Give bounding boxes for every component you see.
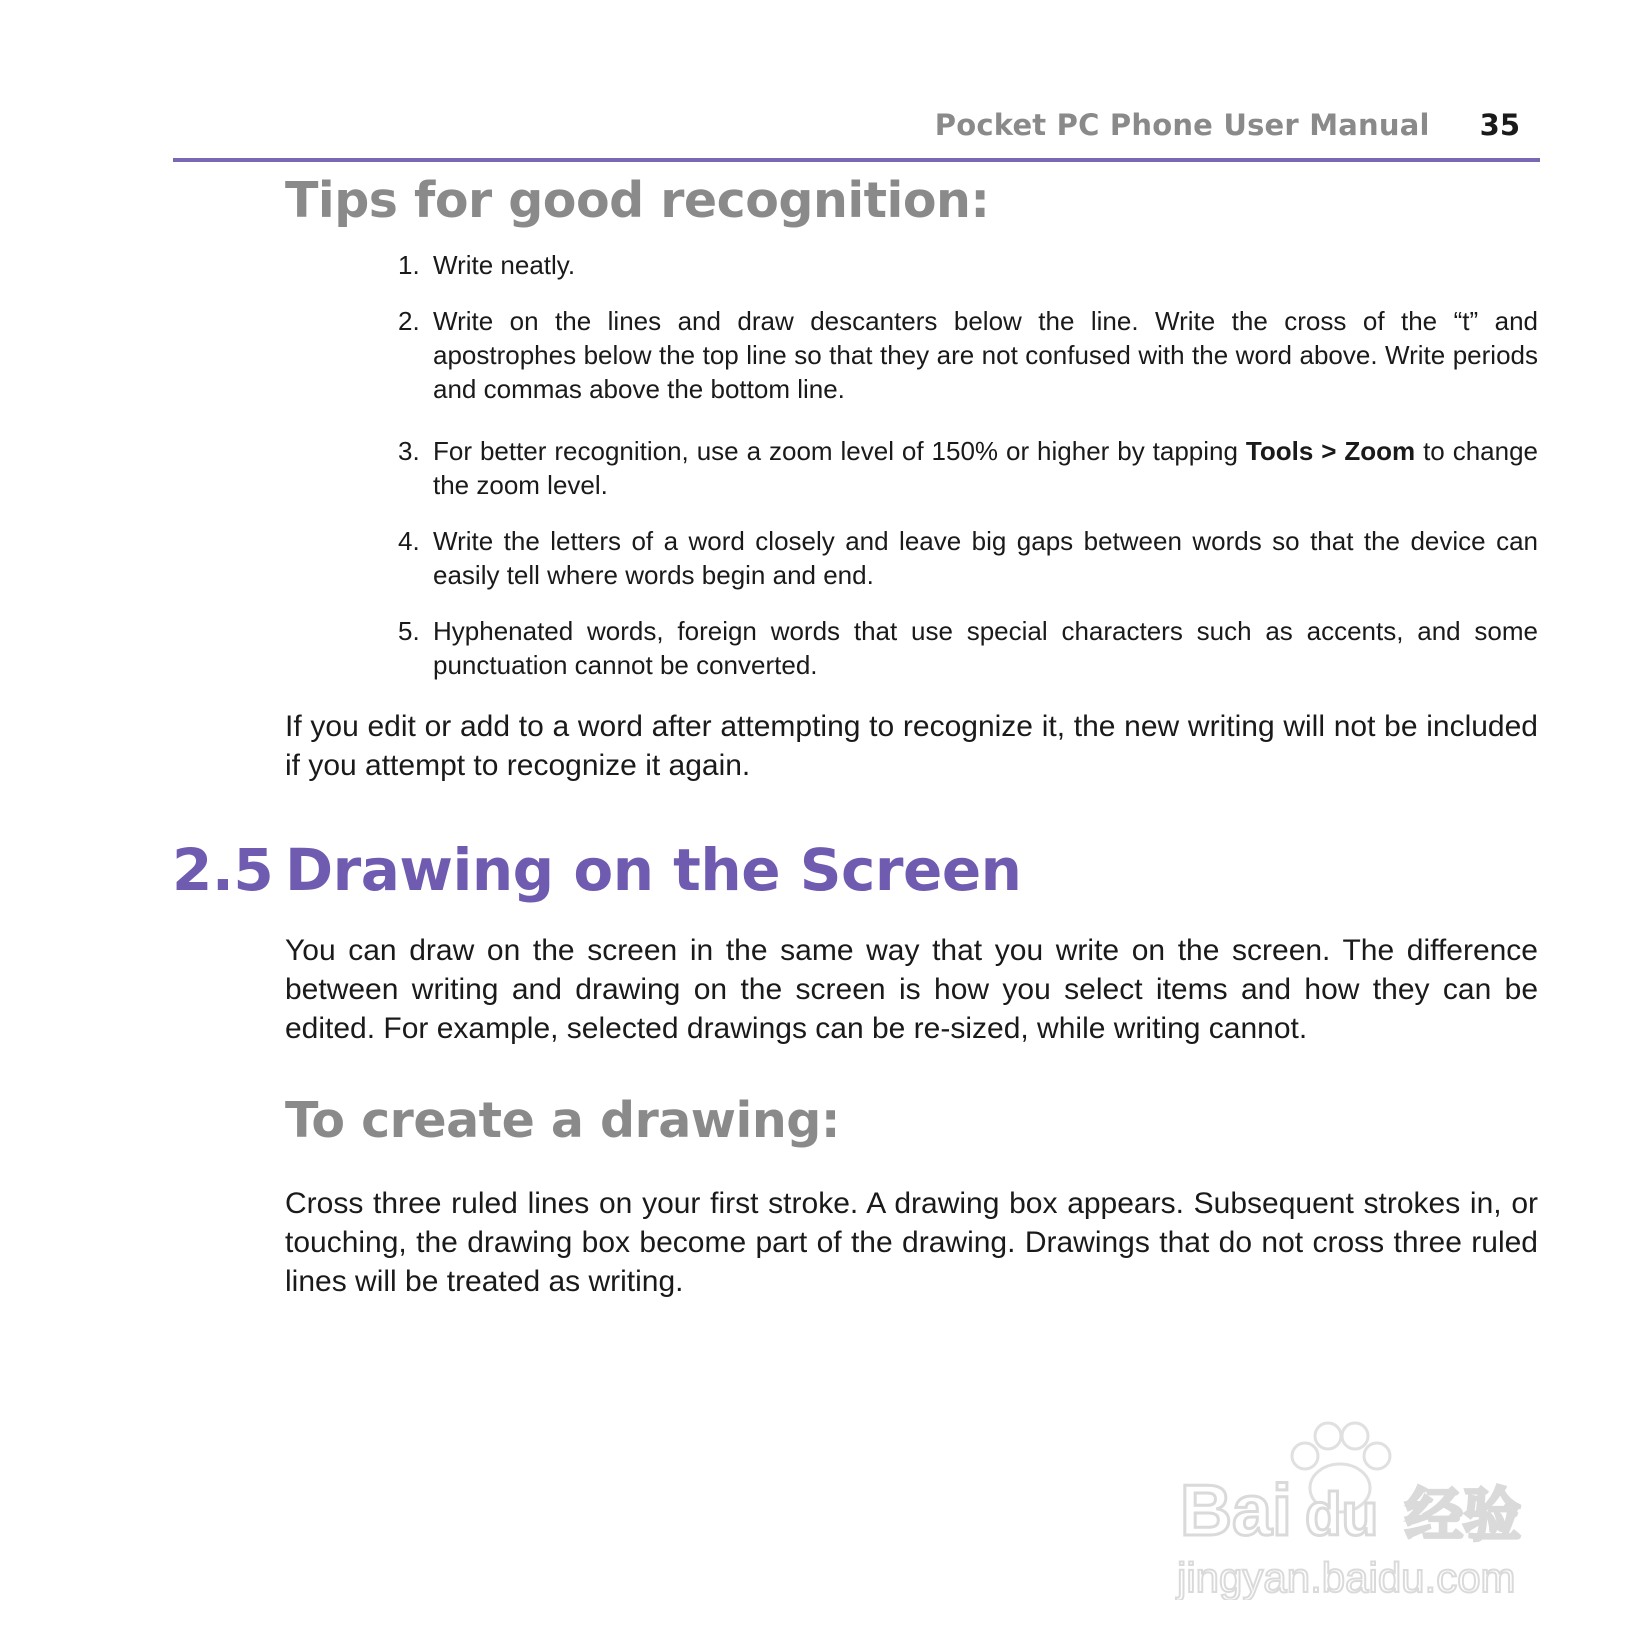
svg-text:经验: 经验	[1405, 1481, 1522, 1549]
list-item	[398, 524, 1538, 592]
list-number: 4.	[398, 526, 420, 556]
section-heading	[172, 836, 1021, 904]
list-text-after: to change the zoom level.	[433, 436, 1539, 500]
section-title: Drawing on the Screen	[285, 836, 1022, 904]
svg-text:jingyan.baidu.com: jingyan.baidu.com	[1177, 1554, 1516, 1600]
page-header	[173, 108, 1540, 142]
list-item	[398, 248, 1538, 282]
list-text-before: For better recognition, use a zoom level of 150% or higher by tapping	[433, 436, 1246, 466]
list-item	[398, 614, 1538, 682]
section-intro: You can draw on the screen in the same way that you write on the screen. The difference between writing and drawing on the screen is how you select items and how they can be edited. For example, selected drawings can be re-sized, while writing cannot.	[285, 934, 1538, 1045]
ui-term-tools-zoom: Tools > Zoom	[1245, 436, 1416, 466]
tips-heading: Tips for good recognition:	[285, 172, 990, 229]
svg-text:du: du	[1305, 1481, 1379, 1548]
create-drawing-text: Cross three ruled lines on your first stroke. A drawing box appears. Subsequent strokes in, or touching, the drawing box become part of the drawing. Drawings that do not cross three ruled lines will be treated as writing.	[285, 1187, 1538, 1298]
page-number: 35	[1479, 108, 1520, 142]
section-number: 2.5	[172, 836, 274, 904]
list-item	[398, 434, 1538, 502]
list-text	[433, 434, 1538, 502]
list-item	[398, 304, 1538, 406]
recognize-note: If you edit or add to a word after attempting to recognize it, the new writing will not be included if you attempt to recognize it again.	[285, 710, 1538, 782]
svg-text:Bai: Bai	[1180, 1471, 1293, 1551]
list-text: Hyphenated words, foreign words that use special characters such as accents, and some punctuation cannot be converted.	[433, 616, 1538, 680]
list-text: Write neatly.	[433, 250, 576, 280]
manual-title: Pocket PC Phone User Manual	[934, 108, 1430, 142]
list-number: 5.	[398, 616, 420, 646]
tips-list	[398, 248, 1538, 682]
list-number: 1.	[398, 250, 420, 280]
create-drawing-heading: To create a drawing:	[285, 1092, 840, 1149]
list-text: Write on the lines and draw descanters below the line. Write the cross of the “t” and apostrophes below the top line so that they are not confused with the word above. Write periods and commas above the bottom line.	[433, 306, 1538, 404]
list-text: Write the letters of a word closely and leave big gaps between words so that the device can easily tell where words begin and end.	[433, 526, 1538, 590]
header-divider	[173, 158, 1540, 162]
baidu-watermark-logo	[1165, 1400, 1565, 1600]
baidu-watermark	[1165, 1400, 1565, 1600]
list-number: 3.	[398, 436, 420, 466]
list-number: 2.	[398, 306, 420, 336]
